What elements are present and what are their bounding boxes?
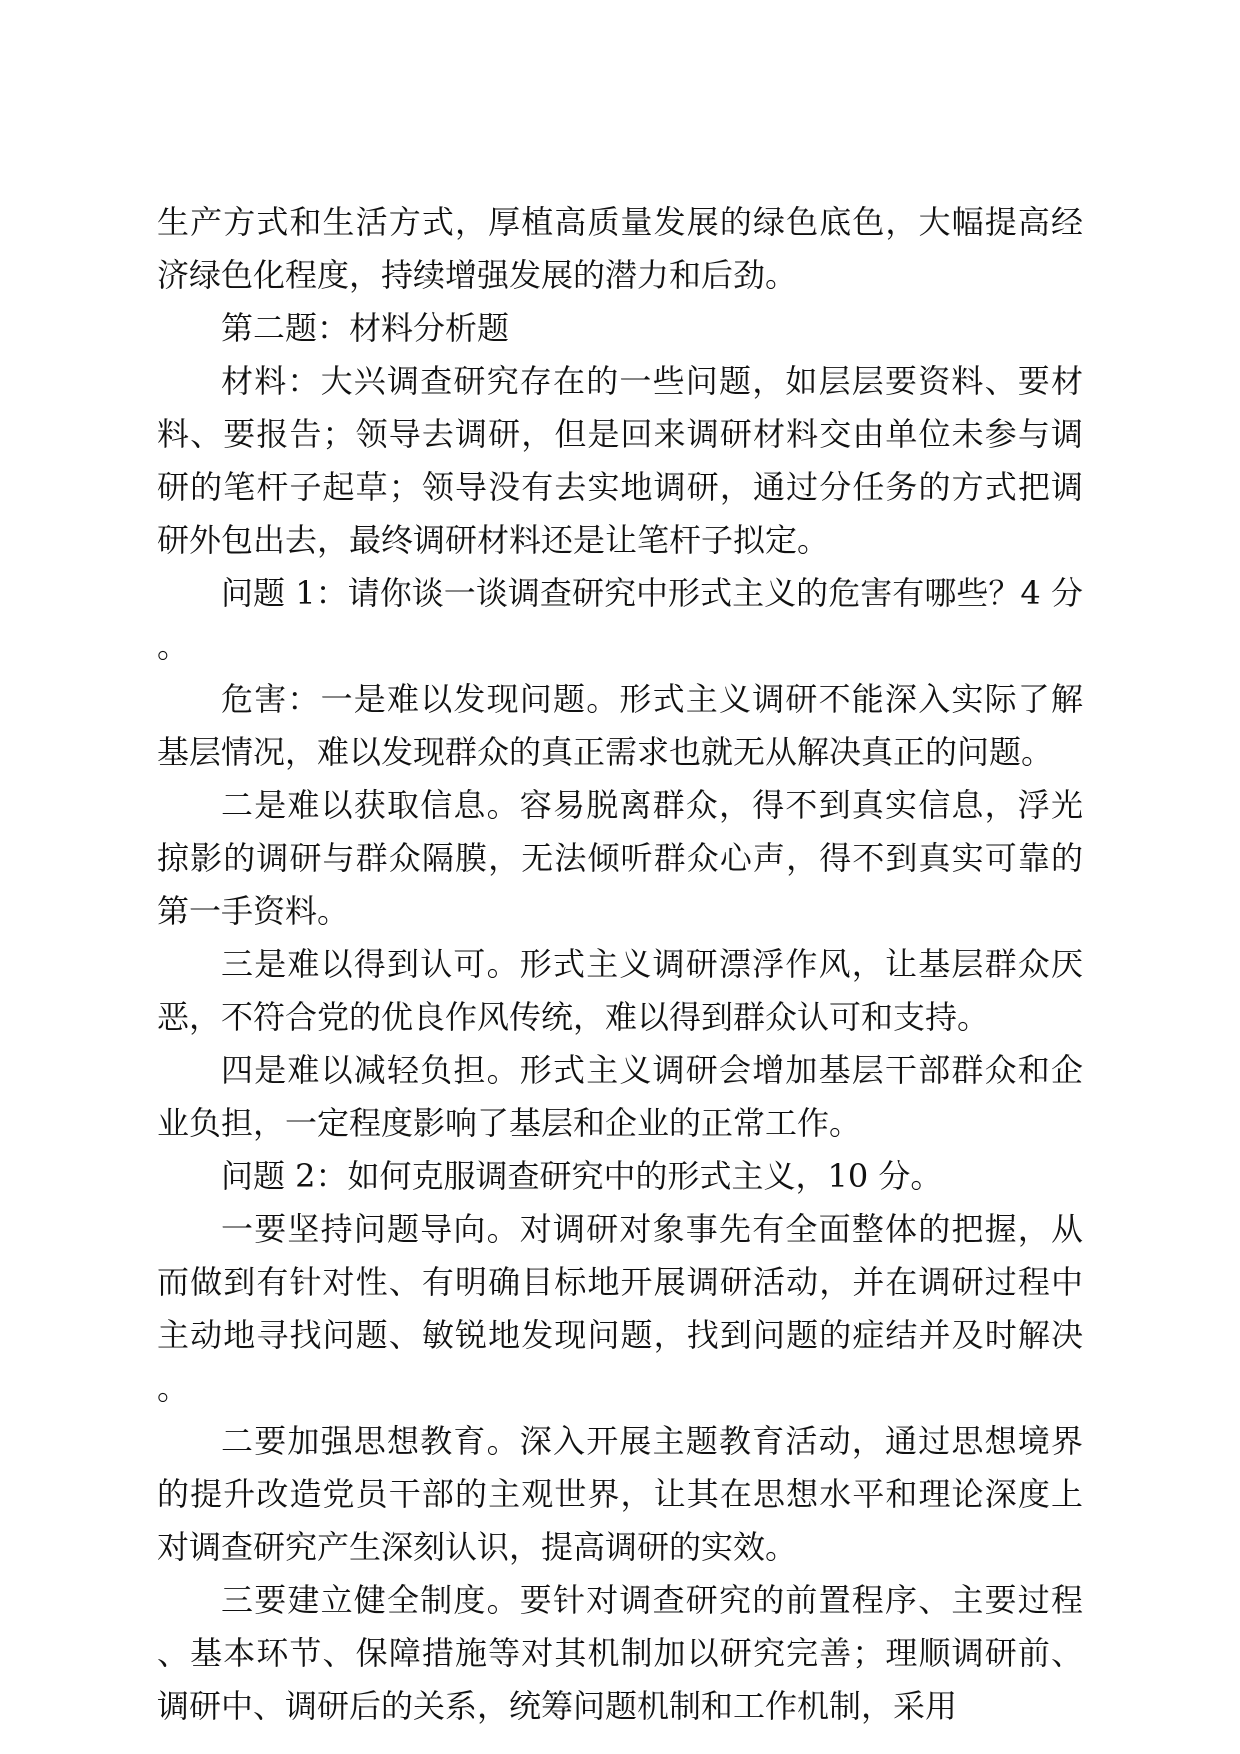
section-heading: 第二题：材料分析题	[221, 309, 510, 347]
question-2: 问题 2：如何克服调查研究中的形式主义，10 分。	[221, 1157, 943, 1195]
harm-point-2: 二是难以获取信息。容易脱离群众，得不到真实信息，浮光掠影的调研与群众隔膜，无法倾听群众心声，得不到真实可靠的第一手资料。	[157, 786, 1083, 930]
paragraph-continuation: 生产方式和生活方式，厚植高质量发展的绿色底色，大幅提高经济绿色化程度，持续增强发展的潜力和后劲。	[157, 203, 1083, 294]
harm-point-3: 三是难以得到认可。形式主义调研漂浮作风，让基层群众厌恶，不符合党的优良作风传统，难以得到群众认可和支持。	[157, 945, 1083, 1036]
solution-point-3: 三要建立健全制度。要针对调查研究的前置程序、主要过程、基本环节、保障措施等对其机制加以研究完善；理顺调研前、调研中、调研后的关系，统筹问题机制和工作机制，采用	[157, 1581, 1083, 1725]
material-paragraph: 材料：大兴调查研究存在的一些问题，如层层要资料、要材料、要报告；领导去调研，但是回来调研材料交由单位未参与调研的笔杆子起草；领导没有去实地调研，通过分任务的方式把调研外包出去，最终调研材料还是让笔杆子拟定。	[157, 362, 1083, 559]
solution-point-1: 一要坚持问题导向。对调研对象事先有全面整体的把握，从而做到有针对性、有明确目标地开展调研活动，并在调研过程中主动地寻找问题、敏锐地发现问题，找到问题的症结并及时解决。	[157, 1210, 1083, 1407]
harm-point-4: 四是难以减轻负担。形式主义调研会增加基层干部群众和企业负担，一定程度影响了基层和企业的正常工作。	[157, 1051, 1083, 1142]
solution-point-2: 二要加强思想教育。深入开展主题教育活动，通过思想境界的提升改造党员干部的主观世界，让其在思想水平和理论深度上对调查研究产生深刻认识，提高调研的实效。	[157, 1422, 1083, 1566]
harm-point-1: 危害：一是难以发现问题。形式主义调研不能深入实际了解基层情况，难以发现群众的真正需求也就无从解决真正的问题。	[157, 680, 1083, 771]
document-page	[157, 196, 1083, 1733]
question-1: 问题 1：请你谈一谈调查研究中形式主义的危害有哪些？4 分。	[157, 574, 1083, 665]
